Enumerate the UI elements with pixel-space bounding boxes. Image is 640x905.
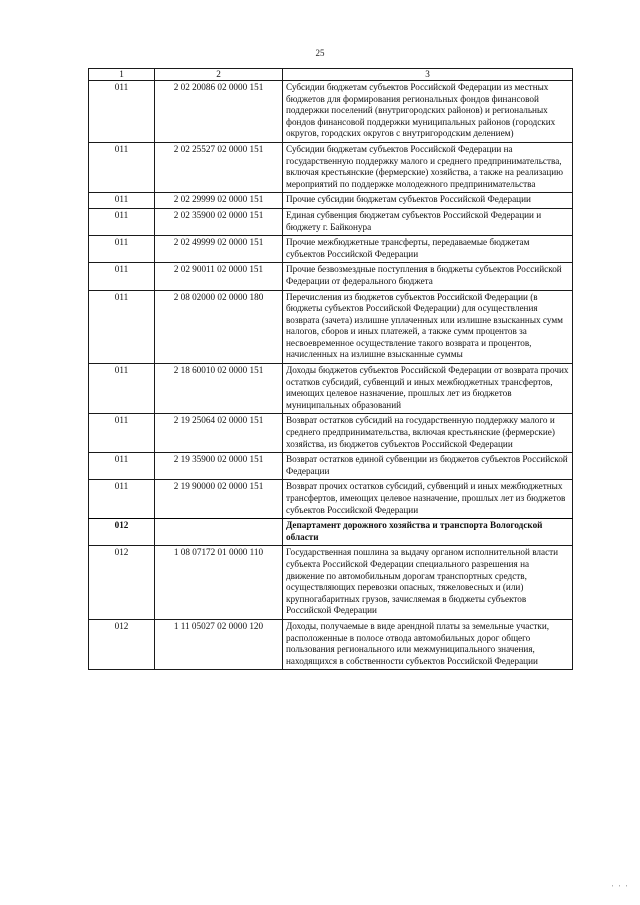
- revenue-name-cell: Прочие субсидии бюджетам субъектов Российской Федерации: [283, 193, 573, 209]
- revenue-name-cell: Единая субвенция бюджетам субъектов Российской Федерации и бюджету г. Байконура: [283, 208, 573, 235]
- revenue-code-table: [88, 68, 573, 670]
- revenue-name-cell: Государственная пошлина за выдачу органом исполнительной власти субъекта Российской Федерации специального разрешения на движение по автомобильным дорогам транспортных средств, осуществляющих перевозки опасных, тяжеловесных и (или) крупногабаритных грузов, зачисляемая в бюджеты субъектов Российской Федерации: [283, 546, 573, 620]
- table-row: [89, 364, 573, 414]
- table-header-row: [89, 69, 573, 81]
- revenue-code-cell: 2 18 60010 02 0000 151: [155, 364, 283, 414]
- admin-code-cell: 011: [89, 263, 155, 290]
- revenue-name-cell: Перечисления из бюджетов субъектов Российской Федерации (в бюджеты субъектов Российской Федерации) для осуществления возврата (зачета) излишне уплаченных или излишне взысканных сумм налогов, сборов и иных платежей, а также сумм процентов за несвоевременное осуществление такого возврата и процентов, начисленных на излишне взысканные суммы: [283, 290, 573, 364]
- page-number: 25: [315, 48, 325, 58]
- admin-code-cell: 011: [89, 236, 155, 263]
- revenue-code-cell: [155, 519, 283, 546]
- table-row: [89, 236, 573, 263]
- column-header-2: 2: [155, 69, 283, 81]
- revenue-code-cell: 2 02 35900 02 0000 151: [155, 208, 283, 235]
- revenue-name-cell: Прочие безвозмездные поступления в бюджеты субъектов Российской Федерации от федерального бюджета: [283, 263, 573, 290]
- table-row: [89, 263, 573, 290]
- table-row: [89, 414, 573, 453]
- revenue-code-cell: 2 19 35900 02 0000 151: [155, 453, 283, 480]
- admin-code-cell: 011: [89, 81, 155, 143]
- revenue-name-cell: Возврат остатков субсидий на государственную поддержку малого и среднего предпринимательства, включая крестьянские (фермерские) хозяйства, из бюджетов субъектов Российской Федерации: [283, 414, 573, 453]
- revenue-code-cell: 2 02 90011 02 0000 151: [155, 263, 283, 290]
- department-name-cell: Департамент дорожного хозяйства и транспорта Вологодской области: [283, 519, 573, 546]
- admin-code-cell: 012: [89, 546, 155, 620]
- revenue-name-cell: Доходы бюджетов субъектов Российской Федерации от возврата прочих остатков субсидий, субвенций и иных межбюджетных трансфертов, имеющих целевое назначение, прошлых лет из бюджетов муниципальных образований: [283, 364, 573, 414]
- admin-code-cell: 011: [89, 480, 155, 519]
- table-row: [89, 142, 573, 192]
- revenue-code-cell: 2 19 25064 02 0000 151: [155, 414, 283, 453]
- revenue-name-cell: Прочие межбюджетные трансферты, передаваемые бюджетам субъектов Российской Федерации: [283, 236, 573, 263]
- revenue-code-cell: 1 08 07172 01 0000 110: [155, 546, 283, 620]
- admin-code-cell: 012: [89, 619, 155, 669]
- revenue-code-cell: 1 11 05027 02 0000 120: [155, 619, 283, 669]
- section-header-row: [89, 519, 573, 546]
- admin-code-cell: 011: [89, 193, 155, 209]
- admin-code-cell: 011: [89, 414, 155, 453]
- column-header-1: 1: [89, 69, 155, 81]
- admin-code-cell: 011: [89, 208, 155, 235]
- table-row: [89, 480, 573, 519]
- revenue-code-cell: 2 02 25527 02 0000 151: [155, 142, 283, 192]
- revenue-name-cell: Возврат прочих остатков субсидий, субвенций и иных межбюджетных трансфертов, имеющих целевое назначение, прошлых лет из бюджетов субъектов Российской Федерации: [283, 480, 573, 519]
- admin-code-cell: 011: [89, 453, 155, 480]
- admin-code-cell: 011: [89, 142, 155, 192]
- table-row: [89, 453, 573, 480]
- admin-code-cell: 012: [89, 519, 155, 546]
- revenue-name-cell: Возврат остатков единой субвенции из бюджетов субъектов Российской Федерации: [283, 453, 573, 480]
- table-row: [89, 208, 573, 235]
- revenue-code-cell: 2 02 49999 02 0000 151: [155, 236, 283, 263]
- admin-code-cell: 011: [89, 290, 155, 364]
- revenue-code-cell: 2 19 90000 02 0000 151: [155, 480, 283, 519]
- column-header-3: 3: [283, 69, 573, 81]
- table-row: [89, 546, 573, 620]
- table-row: [89, 193, 573, 209]
- revenue-code-cell: 2 02 29999 02 0000 151: [155, 193, 283, 209]
- scan-marks: ' ' ': [612, 884, 630, 892]
- table-row: [89, 619, 573, 669]
- revenue-name-cell: Субсидии бюджетам субъектов Российской Федерации на государственную поддержку малого и среднего предпринимательства, включая крестьянские (фермерские) хозяйства, а также на реализацию мероприятий по поддержке молодежного предпринимательства: [283, 142, 573, 192]
- revenue-code-cell: 2 08 02000 02 0000 180: [155, 290, 283, 364]
- table-row: [89, 81, 573, 143]
- table-row: [89, 290, 573, 364]
- revenue-name-cell: Субсидии бюджетам субъектов Российской Федерации из местных бюджетов для формирования региональных фондов финансовой поддержки поселений (внутригородских районов) и региональных фондов финансовой поддержки муниципальных районов (городских округов, городских округов с внутригородским делением): [283, 81, 573, 143]
- revenue-name-cell: Доходы, получаемые в виде арендной платы за земельные участки, расположенные в полосе отвода автомобильных дорог общего пользования регионального или межмуниципального значения, находящихся в собственности субъектов Российской Федерации: [283, 619, 573, 669]
- revenue-code-cell: 2 02 20086 02 0000 151: [155, 81, 283, 143]
- admin-code-cell: 011: [89, 364, 155, 414]
